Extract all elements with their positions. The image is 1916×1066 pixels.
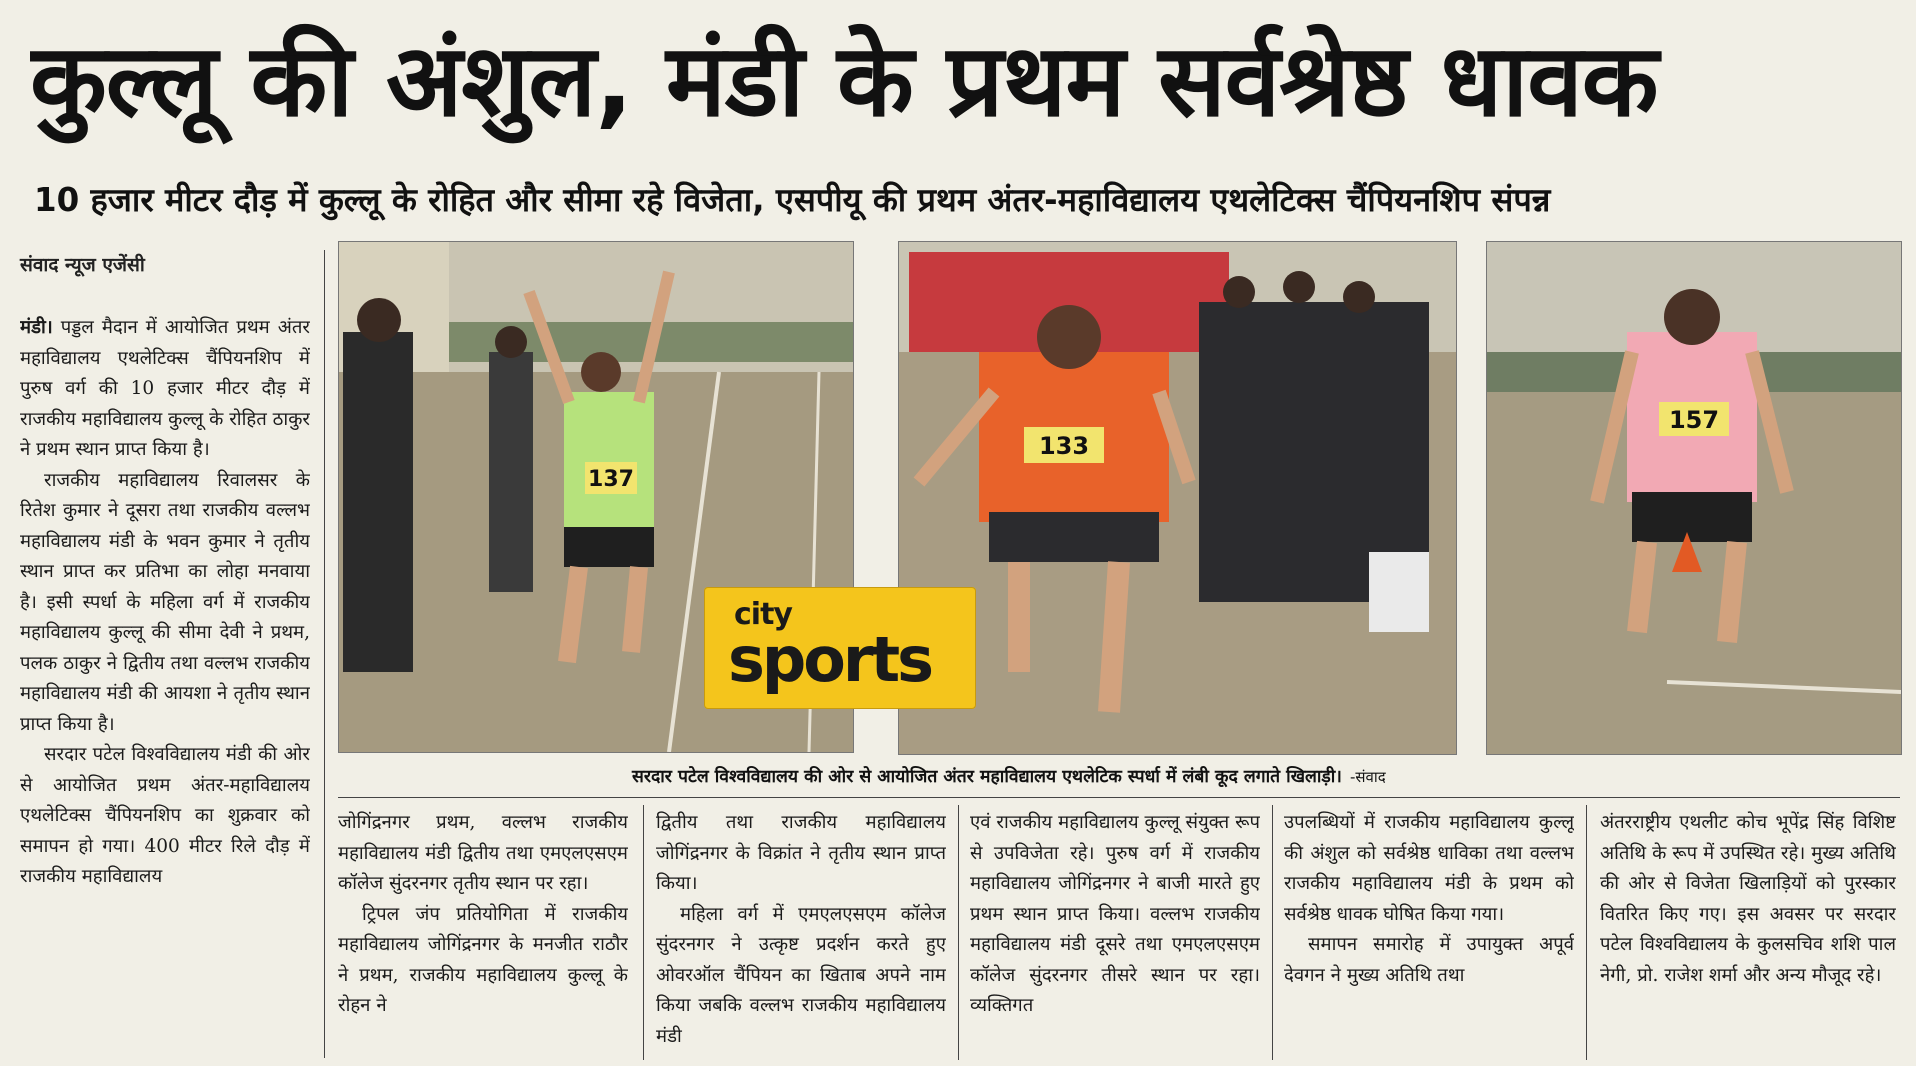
article-column-5 — [1284, 808, 1574, 1060]
photo-long-jump-2 — [898, 241, 1457, 755]
bib-133: 133 — [1038, 432, 1090, 460]
article-column-1 — [20, 313, 310, 1058]
article-column-6 — [1600, 808, 1896, 1060]
bib-157: 157 — [1668, 406, 1720, 434]
article-column-2 — [338, 808, 628, 1060]
col3-para1: द्वितीय तथा राजकीय महाविद्यालय जोगिंद्रनगर के विक्रांत ने तृतीय स्थान प्राप्त किया। — [656, 812, 946, 894]
col2-para2: ट्रिपल जंप प्रतियोगिता में राजकीय महाविद्यालय जोगिंद्रनगर के मनजीत राठौर ने प्रथम, राजकीय महाविद्यालय कुल्लू के रोहन ने — [338, 903, 628, 1016]
col1-para1: पड्डल मैदान में आयोजित प्रथम अंतर महाविद्यालय एथलेटिक्स चैंपियनशिप में पुरुष वर्ग की 10 हजार मीटर दौड़ में राजकीय महाविद्यालय कुल्लू के रोहित ठाकुर ने प्रथम स्थान प्राप्त किया है। — [20, 317, 310, 460]
col1-para2: राजकीय महाविद्यालय रिवालसर के रितेश कुमार ने दूसरा तथा राजकीय वल्लभ महाविद्यालय मंडी के भवन कुमार ने तृतीय स्थान प्राप्त कर प्रतिभा का लोहा मनवाया है। इसी स्पर्धा के महिला वर्ग में राजकीय महाविद्यालय कुल्लू की सीमा देवी ने प्रथम, पलक ठाकुर ने द्वितीय तथा वल्लभ राजकीय महाविद्यालय मंडी की आयशा ने तृतीय स्थान प्राप्त किया है। — [20, 469, 310, 735]
photo-long-jump-3 — [1486, 241, 1902, 755]
bib-137: 137 — [588, 467, 634, 492]
col4-para1: एवं राजकीय महाविद्यालय कुल्लू संयुक्त रूप से उपविजेता रहे। पुरुष वर्ग में राजकीय महाविद्यालय जोगिंद्रनगर ने बाजी मारते हुए प्रथम स्थान प्राप्त किया। वल्लभ राजकीय महाविद्यालय मंडी दूसरे तथा एमएलएसएम कॉलेज सुंदरनगर तीसरे स्थान पर रहा। व्यक्तिगत — [970, 812, 1260, 1016]
caption-text: सरदार पटेल विश्वविद्यालय की ओर से आयोजित अंतर महाविद्यालय एथलेटिक स्पर्धा में लंबी कूद लगाते खिलाड़ी। — [632, 767, 1342, 787]
photo-3-image — [1487, 242, 1901, 754]
caption-rule — [338, 797, 1900, 798]
caption-credit: -संवाद — [1349, 768, 1386, 786]
column-rule-5 — [1586, 805, 1587, 1060]
photo-2-image — [899, 242, 1456, 754]
headline: कुल्लू की अंशुल, मंडी के प्रथम सर्वश्रेष्ठ धावक — [30, 22, 1658, 139]
byline: संवाद न्यूज एजेंसी — [20, 254, 145, 276]
article-column-3 — [656, 808, 946, 1060]
col2-para1: जोगिंद्रनगर प्रथम, वल्लभ राजकीय महाविद्यालय मंडी द्वितीय तथा एमएलएसएम कॉलेज सुंदरनगर तृतीय स्थान पर रहा। — [338, 812, 628, 894]
dateline: मंडी। — [20, 317, 53, 338]
column-rule-2 — [643, 805, 644, 1060]
subheadline: 10 हजार मीटर दौड़ में कुल्लू के रोहित और सीमा रहे विजेता, एसपीयू की प्रथम अंतर-महाविद्यालय एथलेटिक्स चैंपियनशिप संपन्न — [34, 181, 1551, 219]
logo-sports-text: sports — [728, 623, 931, 696]
city-sports-logo — [704, 587, 976, 709]
col6-para1: अंतरराष्ट्रीय एथलीट कोच भूपेंद्र सिंह विशिष्ट अतिथि के रूप में उपस्थित रहे। मुख्य अतिथि की ओर से विजेता खिलाड़ियों को पुरस्कार वितरित किए गए। इस अवसर पर सरदार पटेल विश्वविद्यालय के कुलसचिव शशि पाल नेगी, प्रो. राजेश शर्मा और अन्य मौजूद रहे। — [1600, 812, 1896, 986]
column-rule-3 — [958, 805, 959, 1060]
photo-caption — [632, 762, 1902, 792]
column-rule-1 — [324, 250, 325, 1058]
article-column-4 — [970, 808, 1260, 1060]
col3-para2: महिला वर्ग में एमएलएसएम कॉलेज सुंदरनगर ने उत्कृष्ट प्रदर्शन करते हुए ओवरऑल चैंपियन का खिताब अपने नाम किया जबकि वल्लभ राजकीय महाविद्यालय मंडी — [656, 903, 946, 1047]
col1-para3: सरदार पटेल विश्वविद्यालय मंडी की ओर से आयोजित प्रथम अंतर-महाविद्यालय एथलेटिक्स चैंपियनशिप का शुक्रवार को समापन हो गया। 400 मीटर रिले दौड़ में राजकीय महाविद्यालय — [20, 744, 310, 887]
col5-para2: समापन समारोह में उपायुक्त अपूर्व देवगन ने मुख्य अतिथि तथा — [1284, 934, 1574, 986]
col5-para1: उपलब्धियों में राजकीय महाविद्यालय कुल्लू की अंशुल को सर्वश्रेष्ठ धाविका तथा वल्लभ राजकीय महाविद्यालय मंडी के प्रथम को सर्वश्रेष्ठ धावक घोषित किया गया। — [1284, 812, 1574, 925]
column-rule-4 — [1272, 805, 1273, 1060]
logo-city-text: city — [734, 597, 792, 632]
